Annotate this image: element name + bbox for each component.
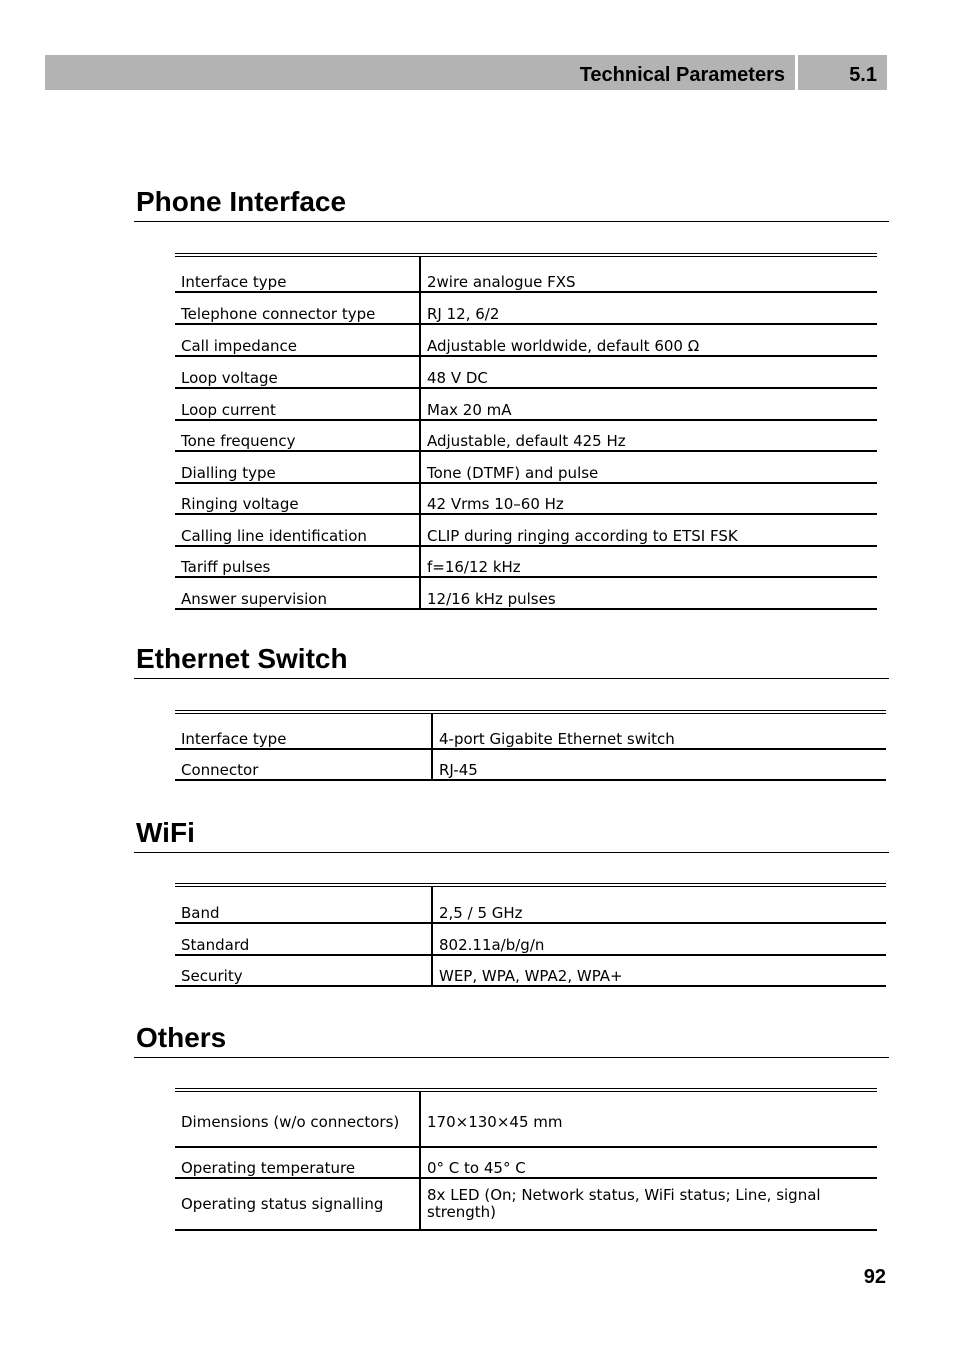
- row-label: Answer supervision: [175, 577, 420, 609]
- row-label: Interface type: [175, 712, 432, 749]
- row-label: Ringing voltage: [175, 483, 420, 514]
- row-label: Interface type: [175, 255, 420, 292]
- row-value: 2wire analogue FXS: [420, 255, 877, 292]
- row-value: RJ 12, 6/2: [420, 292, 877, 324]
- phone-interface-table: [175, 253, 877, 610]
- row-label: Standard: [175, 923, 432, 955]
- row-value: 42 Vrms 10–60 Hz: [420, 483, 877, 514]
- row-label: Loop current: [175, 388, 420, 420]
- row-value: 48 V DC: [420, 356, 877, 388]
- table-row: [175, 885, 886, 923]
- section-heading-ethernet-switch: Ethernet Switch: [134, 645, 889, 679]
- row-label: Telephone connector type: [175, 292, 420, 324]
- header-section-number: 5.1: [798, 55, 887, 90]
- row-label: Band: [175, 885, 432, 923]
- ethernet-switch-table: [175, 710, 886, 781]
- header-title: Technical Parameters: [45, 55, 795, 90]
- row-label: Connector: [175, 749, 432, 780]
- table-row: [175, 1147, 877, 1178]
- row-label: Loop voltage: [175, 356, 420, 388]
- table-row: [175, 712, 886, 749]
- table-row: [175, 1090, 877, 1147]
- table-row: [175, 514, 877, 546]
- row-value: RJ-45: [432, 749, 886, 780]
- row-label: Security: [175, 955, 432, 986]
- row-value: WEP, WPA, WPA2, WPA+: [432, 955, 886, 986]
- table-row: [175, 451, 877, 483]
- row-value: 2,5 / 5 GHz: [432, 885, 886, 923]
- row-label: Calling line identification: [175, 514, 420, 546]
- row-value: f=16/12 kHz: [420, 546, 877, 577]
- row-label: Tariff pulses: [175, 546, 420, 577]
- table-row: [175, 1178, 877, 1230]
- row-value: 802.11a/b/g/n: [432, 923, 886, 955]
- table-row: [175, 955, 886, 986]
- row-value: Tone (DTMF) and pulse: [420, 451, 877, 483]
- row-value: 8x LED (On; Network status, WiFi status; Line, signal strength): [420, 1178, 877, 1230]
- table-row: [175, 255, 877, 292]
- table-row: [175, 420, 877, 451]
- row-label: Dimensions (w/o connectors): [175, 1090, 420, 1147]
- row-value: 170×130×45 mm: [420, 1090, 877, 1147]
- table-row: [175, 292, 877, 324]
- section-heading-others: Others: [134, 1024, 889, 1058]
- row-label: Tone frequency: [175, 420, 420, 451]
- row-value: Adjustable worldwide, default 600 Ω: [420, 324, 877, 356]
- row-value: 4-port Gigabite Ethernet switch: [432, 712, 886, 749]
- row-label: Dialling type: [175, 451, 420, 483]
- row-value: 12/16 kHz pulses: [420, 577, 877, 609]
- section-heading-wifi: WiFi: [134, 819, 889, 853]
- table-row: [175, 546, 877, 577]
- row-value: Max 20 mA: [420, 388, 877, 420]
- section-heading-phone-interface: Phone Interface: [134, 188, 889, 222]
- row-label: Call impedance: [175, 324, 420, 356]
- table-row: [175, 356, 877, 388]
- row-value: 0° C to 45° C: [420, 1147, 877, 1178]
- table-row: [175, 577, 877, 609]
- row-value: CLIP during ringing according to ETSI FSK: [420, 514, 877, 546]
- table-row: [175, 923, 886, 955]
- table-row: [175, 388, 877, 420]
- row-label: Operating status signalling: [175, 1178, 420, 1230]
- page-number: 92: [863, 1266, 886, 1288]
- row-label: Operating temperature: [175, 1147, 420, 1178]
- row-value: Adjustable, default 425 Hz: [420, 420, 877, 451]
- table-row: [175, 749, 886, 780]
- table-row: [175, 483, 877, 514]
- table-row: [175, 324, 877, 356]
- others-table: [175, 1088, 877, 1231]
- wifi-table: [175, 883, 886, 987]
- running-header: [45, 55, 887, 90]
